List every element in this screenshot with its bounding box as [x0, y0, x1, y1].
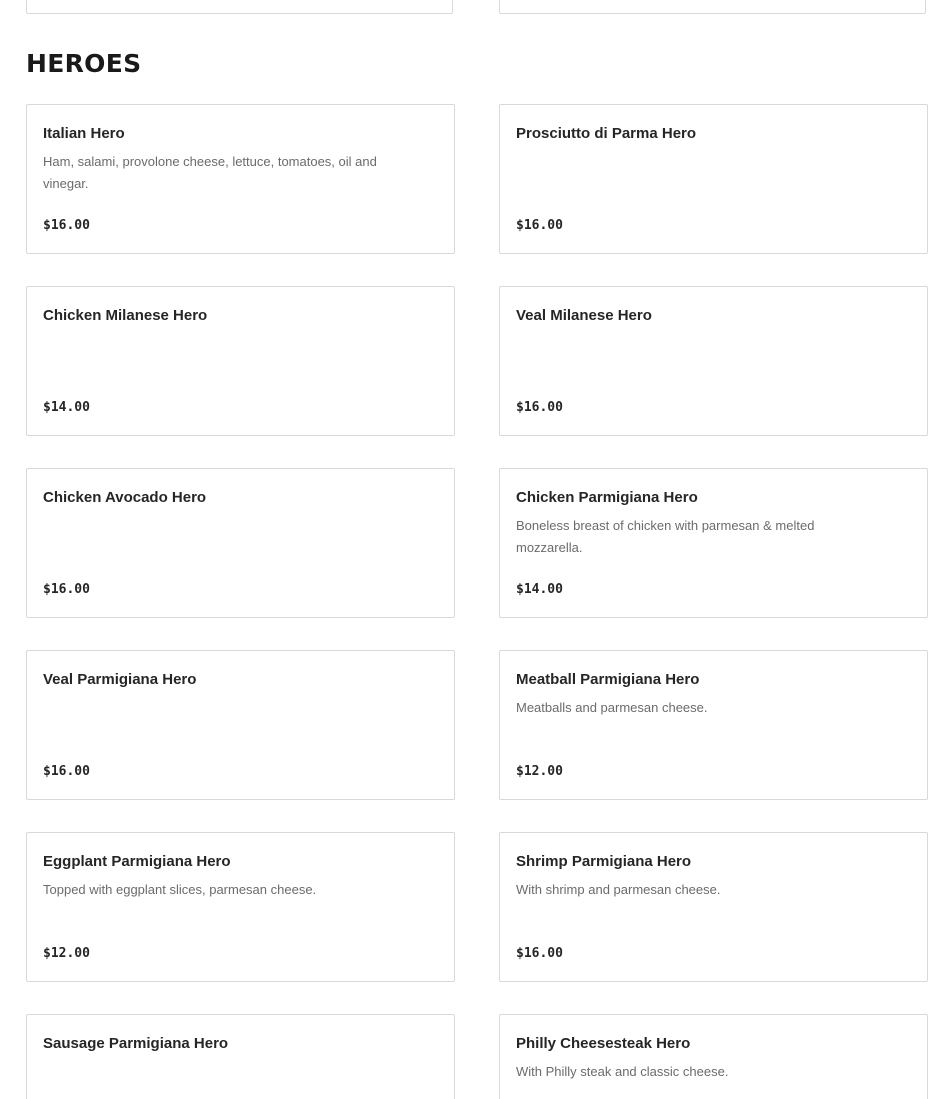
menu-item-card[interactable] [499, 832, 928, 982]
menu-item-card[interactable] [26, 1014, 455, 1099]
menu-item-name: Sausage Parmigiana Hero [43, 1035, 229, 1052]
menu-item-price: $12.00 [516, 764, 563, 779]
menu-item-card[interactable] [26, 650, 455, 800]
menu-item-price: $16.00 [43, 218, 90, 233]
menu-item-description: With shrimp and parmesan cheese. [516, 882, 721, 897]
menu-item-name: Chicken Parmigiana Hero [516, 489, 698, 506]
menu-item-grid [26, 104, 928, 1099]
menu-item-description: Ham, salami, provolone cheese, lettuce, tomatoes, oil and vinegar. [43, 154, 377, 191]
menu-item-name: Meatball Parmigiana Hero [516, 671, 700, 688]
menu-item-description: Boneless breast of chicken with parmesan & melted mozzarella. [516, 518, 815, 555]
menu-item-name: Eggplant Parmigiana Hero [43, 853, 231, 870]
menu-item-card[interactable] [26, 286, 455, 436]
menu-item-description: With Philly steak and classic cheese. [516, 1064, 729, 1079]
section-title: HEROES [26, 49, 142, 78]
menu-item-card[interactable] [499, 468, 928, 618]
menu-item-price: $14.00 [43, 400, 90, 415]
menu-item-name: Prosciutto di Parma Hero [516, 125, 697, 142]
menu-item-price: $16.00 [43, 764, 90, 779]
menu-item-card[interactable] [499, 286, 928, 436]
menu-item-card[interactable] [26, 832, 455, 982]
menu-item-price: $14.00 [516, 582, 563, 597]
menu-item-description: Meatballs and parmesan cheese. [516, 700, 708, 715]
menu-item-card[interactable] [499, 104, 928, 254]
previous-section-card-right[interactable] [499, 0, 926, 14]
menu-item-price: $16.00 [516, 946, 563, 961]
menu-item-card[interactable] [499, 1014, 928, 1099]
menu-item-price: $16.00 [516, 400, 563, 415]
menu-item-name: Chicken Milanese Hero [43, 307, 208, 324]
menu-item-price: $12.00 [43, 946, 90, 961]
menu-item-card[interactable] [26, 468, 455, 618]
menu-item-price: $16.00 [43, 582, 90, 597]
menu-item-name: Shrimp Parmigiana Hero [516, 853, 692, 870]
menu-item-name: Italian Hero [43, 125, 125, 142]
menu-item-card[interactable] [26, 104, 455, 254]
menu-item-name: Veal Milanese Hero [516, 307, 652, 324]
menu-item-name: Chicken Avocado Hero [43, 489, 207, 506]
previous-section-card-left[interactable] [26, 0, 453, 14]
menu-item-name: Veal Parmigiana Hero [43, 671, 197, 688]
menu-item-name: Philly Cheesesteak Hero [516, 1035, 691, 1052]
menu-item-description: Topped with eggplant slices, parmesan cheese. [43, 882, 317, 897]
menu-item-card[interactable] [499, 650, 928, 800]
menu-item-price: $16.00 [516, 218, 563, 233]
